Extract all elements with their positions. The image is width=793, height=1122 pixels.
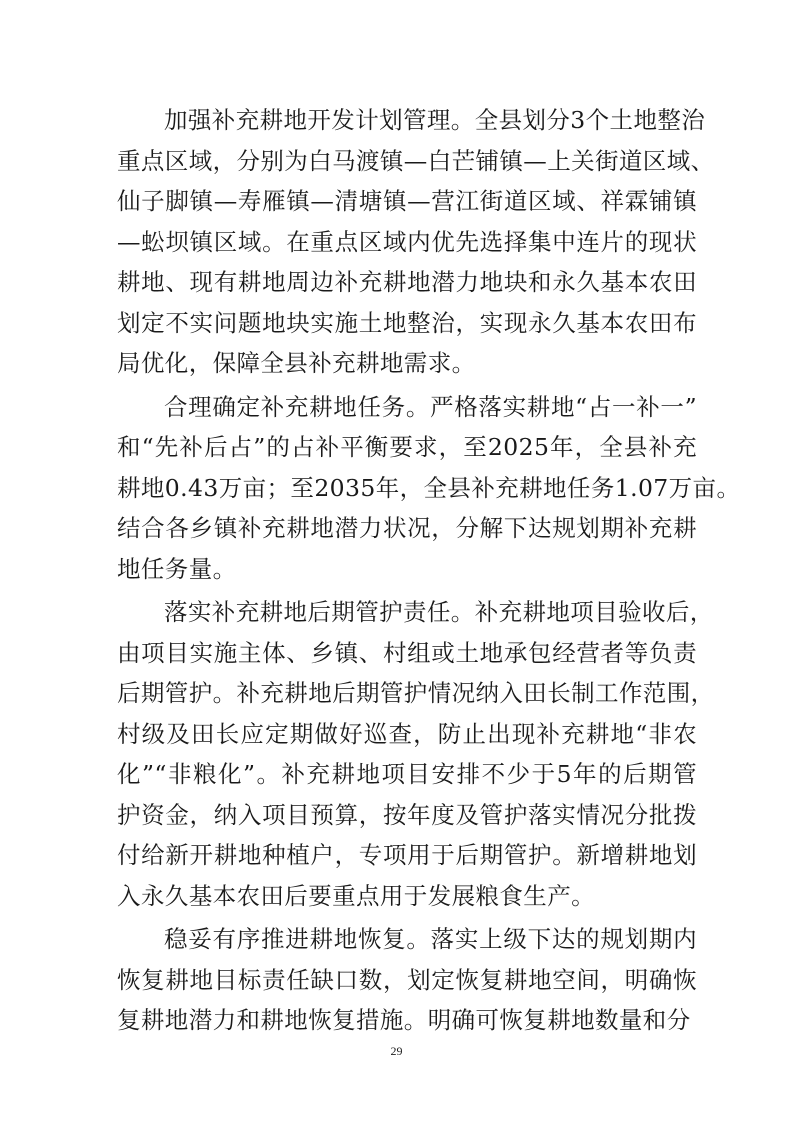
paragraph [117, 100, 715, 384]
text-line: 恢复耕地目标责任缺口数，划定恢复耕地空间，明确恢 [117, 965, 697, 994]
text-line: 由项目实施主体、乡镇、村组或土地承包经营者等负责 [117, 638, 697, 667]
body-text [117, 100, 741, 1041]
text-line: 合理确定补充耕地任务。严格落实耕地“占一补一” [164, 392, 697, 421]
paragraph [117, 387, 741, 590]
text-line: 入永久基本农田后要重点用于发展粮食生产。 [117, 881, 595, 910]
page-number: 29 [390, 1044, 403, 1058]
text-line: 和“先补后占”的占补平衡要求，至2025年，全县补充 [117, 433, 697, 461]
text-line: 护资金，纳入项目预算，按年度及管护落实情况分批拨 [117, 800, 697, 829]
paragraph [117, 592, 715, 916]
text-line: 结合各乡镇补充耕地潜力状况，分解下达规划期补充耕 [117, 514, 697, 542]
text-line: 局优化，保障全县补充耕地需求。 [117, 349, 476, 377]
text-line: 复耕地潜力和耕地恢复措施。明确可恢复耕地数量和分 [117, 1006, 691, 1034]
text-line: 化”“非粮化”。补充耕地项目安排不少于5年的后期管 [117, 760, 697, 788]
text-line: 加强补充耕地开发计划管理。全县划分3个土地整治 [164, 106, 706, 134]
text-line: 地任务量。 [117, 554, 237, 583]
text-line: —蚣坝镇区域。在重点区域内优先选择集中连片的现状 [117, 227, 697, 256]
paragraph [117, 919, 697, 1041]
text-line: 划定不实问题地块实施土地整治，实现永久基本农田布 [117, 308, 697, 337]
text-line: 付给新开耕地种植户，专项用于后期管护。新增耕地划 [117, 841, 697, 869]
text-line: 后期管护。补充耕地后期管护情况纳入田长制工作范围， [117, 679, 715, 707]
text-line: 村级及田长应定期做好巡查，防止出现补充耕地“非农 [117, 719, 697, 748]
text-line: 耕地、现有耕地周边补充耕地潜力地块和永久基本农田 [117, 268, 697, 296]
text-line: 落实补充耕地后期管护责任。补充耕地项目验收后， [164, 598, 714, 626]
text-line: 重点区域，分别为白马渡镇—白芒铺镇—上关街道区域、 [117, 146, 715, 175]
text-line: 耕地0.43万亩；至2035年，全县补充耕地任务1.07万亩。 [117, 473, 741, 502]
text-line: 稳妥有序推进耕地恢复。落实上级下达的规划期内 [164, 925, 697, 953]
text-line: 仙子脚镇—寿雁镇—清塘镇—营江街道区域、祥霖铺镇 [117, 187, 697, 215]
